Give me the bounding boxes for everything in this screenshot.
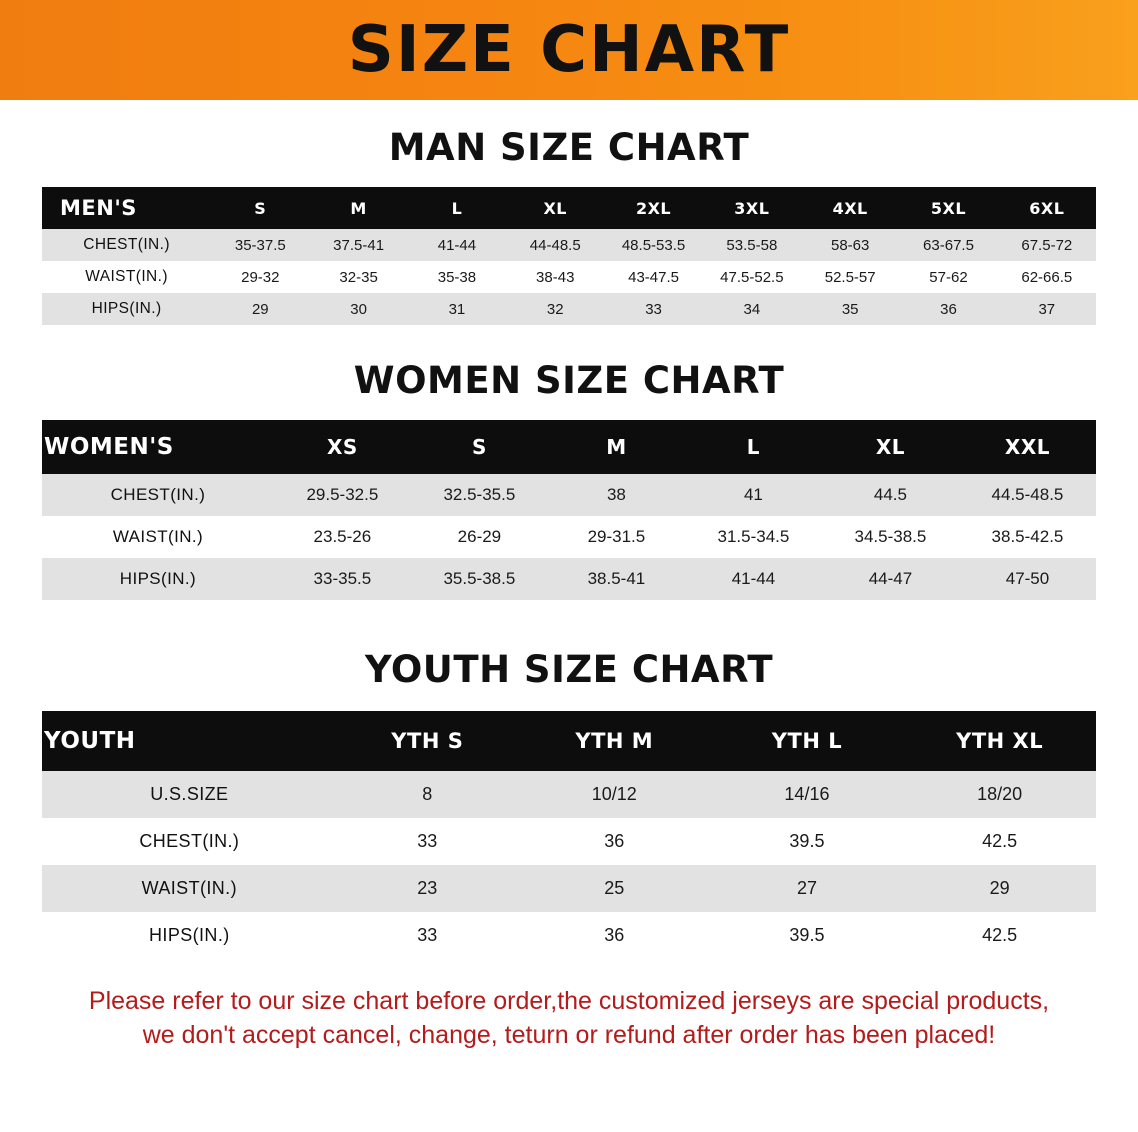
- cell: 35-38: [408, 261, 506, 293]
- col-header-4: YTH XL: [903, 711, 1096, 771]
- cell: 48.5-53.5: [604, 229, 702, 261]
- col-header-0: WOMEN'S: [42, 420, 274, 474]
- col-header-6: 3XL: [703, 187, 801, 229]
- cell: 36: [518, 818, 711, 865]
- women-size-table: [42, 420, 1096, 600]
- table-row: [42, 558, 1096, 600]
- col-header-5: 2XL: [604, 187, 702, 229]
- cell: 53.5-58: [703, 229, 801, 261]
- col-header-2: S: [411, 420, 548, 474]
- table-row: [42, 261, 1096, 293]
- col-header-0: MEN'S: [42, 187, 211, 229]
- cell: 29.5-32.5: [274, 474, 411, 516]
- cell: 57-62: [899, 261, 997, 293]
- cell: 10/12: [518, 771, 711, 818]
- cell: 43-47.5: [604, 261, 702, 293]
- cell: 8: [337, 771, 518, 818]
- cell: 39.5: [711, 818, 904, 865]
- cell: 41-44: [408, 229, 506, 261]
- col-header-8: 5XL: [899, 187, 997, 229]
- cell: 58-63: [801, 229, 899, 261]
- cell: 23.5-26: [274, 516, 411, 558]
- row-label: WAIST(IN.): [42, 516, 274, 558]
- cell: 29: [903, 865, 1096, 912]
- row-label: WAIST(IN.): [42, 865, 337, 912]
- cell: 33: [604, 293, 702, 325]
- cell: 62-66.5: [998, 261, 1096, 293]
- cell: 31: [408, 293, 506, 325]
- cell: 38-43: [506, 261, 604, 293]
- footer-note: [38, 985, 1100, 1053]
- cell: 36: [518, 912, 711, 959]
- youth-size-table: [42, 711, 1096, 959]
- youth-section-title: YOUTH SIZE CHART: [364, 648, 774, 691]
- youth-table-wrap: [42, 711, 1096, 959]
- table-row: [42, 818, 1096, 865]
- cell: 33: [337, 912, 518, 959]
- cell: 47-50: [959, 558, 1096, 600]
- cell: 42.5: [903, 818, 1096, 865]
- cell: 18/20: [903, 771, 1096, 818]
- row-label: HIPS(IN.): [42, 293, 211, 325]
- cell: 44.5: [822, 474, 959, 516]
- man-size-table: [42, 187, 1096, 325]
- cell: 35-37.5: [211, 229, 309, 261]
- col-header-4: L: [685, 420, 822, 474]
- row-label: CHEST(IN.): [42, 474, 274, 516]
- row-label: HIPS(IN.): [42, 558, 274, 600]
- cell: 44-47: [822, 558, 959, 600]
- col-header-1: XS: [274, 420, 411, 474]
- col-header-7: 4XL: [801, 187, 899, 229]
- table-row: [42, 771, 1096, 818]
- cell: 47.5-52.5: [703, 261, 801, 293]
- cell: 27: [711, 865, 904, 912]
- cell: 33: [337, 818, 518, 865]
- page-title: SIZE CHART: [347, 13, 791, 87]
- table-header-row: [42, 711, 1096, 771]
- cell: 14/16: [711, 771, 904, 818]
- cell: 23: [337, 865, 518, 912]
- table-row: [42, 516, 1096, 558]
- table-row: [42, 912, 1096, 959]
- cell: 37.5-41: [309, 229, 407, 261]
- cell: 35: [801, 293, 899, 325]
- cell: 42.5: [903, 912, 1096, 959]
- table-row: [42, 293, 1096, 325]
- col-header-1: YTH S: [337, 711, 518, 771]
- cell: 33-35.5: [274, 558, 411, 600]
- col-header-9: 6XL: [998, 187, 1096, 229]
- women-section-title: WOMEN SIZE CHART: [353, 359, 785, 402]
- table-header-row: [42, 187, 1096, 229]
- cell: 26-29: [411, 516, 548, 558]
- cell: 63-67.5: [899, 229, 997, 261]
- cell: 52.5-57: [801, 261, 899, 293]
- col-header-0: YOUTH: [42, 711, 337, 771]
- row-label: WAIST(IN.): [42, 261, 211, 293]
- cell: 32.5-35.5: [411, 474, 548, 516]
- cell: 67.5-72: [998, 229, 1096, 261]
- col-header-3: M: [548, 420, 685, 474]
- footer-note-line-2: we don't accept cancel, change, teturn or refund after order has been placed!: [142, 1020, 996, 1049]
- cell: 29-32: [211, 261, 309, 293]
- cell: 31.5-34.5: [685, 516, 822, 558]
- cell: 34.5-38.5: [822, 516, 959, 558]
- cell: 37: [998, 293, 1096, 325]
- cell: 41: [685, 474, 822, 516]
- cell: 35.5-38.5: [411, 558, 548, 600]
- cell: 29: [211, 293, 309, 325]
- col-header-5: XL: [822, 420, 959, 474]
- man-section-title: MAN SIZE CHART: [388, 126, 750, 169]
- cell: 36: [899, 293, 997, 325]
- col-header-2: M: [309, 187, 407, 229]
- cell: 38: [548, 474, 685, 516]
- col-header-6: XXL: [959, 420, 1096, 474]
- cell: 25: [518, 865, 711, 912]
- cell: 44-48.5: [506, 229, 604, 261]
- row-label: CHEST(IN.): [42, 818, 337, 865]
- col-header-4: XL: [506, 187, 604, 229]
- col-header-3: YTH L: [711, 711, 904, 771]
- cell: 34: [703, 293, 801, 325]
- cell: 29-31.5: [548, 516, 685, 558]
- table-row: [42, 229, 1096, 261]
- cell: 32-35: [309, 261, 407, 293]
- cell: 38.5-41: [548, 558, 685, 600]
- cell: 38.5-42.5: [959, 516, 1096, 558]
- col-header-1: S: [211, 187, 309, 229]
- women-table-wrap: [42, 420, 1096, 600]
- cell: 41-44: [685, 558, 822, 600]
- footer-note-line-1: Please refer to our size chart before order,the customized jerseys are special products,: [88, 987, 1050, 1015]
- col-header-2: YTH M: [518, 711, 711, 771]
- cell: 39.5: [711, 912, 904, 959]
- cell: 30: [309, 293, 407, 325]
- page-banner: [0, 0, 1138, 100]
- man-table-wrap: [42, 187, 1096, 325]
- row-label: U.S.SIZE: [42, 771, 337, 818]
- table-row: [42, 865, 1096, 912]
- row-label: CHEST(IN.): [42, 229, 211, 261]
- table-header-row: [42, 420, 1096, 474]
- cell: 32: [506, 293, 604, 325]
- row-label: HIPS(IN.): [42, 912, 337, 959]
- table-row: [42, 474, 1096, 516]
- cell: 44.5-48.5: [959, 474, 1096, 516]
- col-header-3: L: [408, 187, 506, 229]
